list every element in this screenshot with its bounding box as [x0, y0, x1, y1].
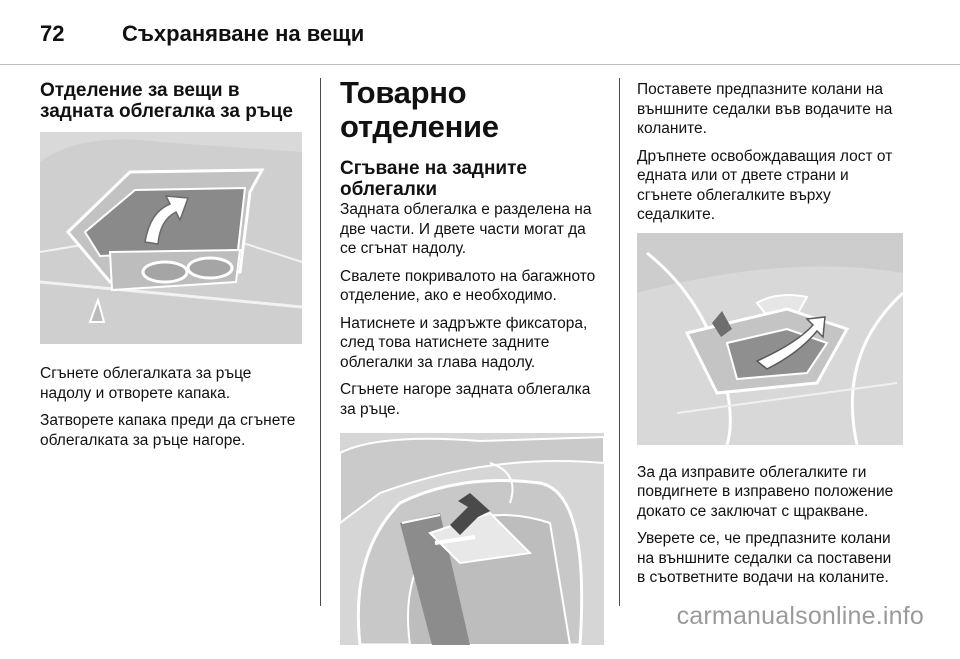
- paragraph: Затворете капака преди да сгънете облегалката за ръце нагоре.: [40, 412, 296, 449]
- column-1: [40, 80, 302, 458]
- header-divider: [0, 64, 960, 65]
- section-title-cargo: Товарно отделение: [340, 75, 499, 144]
- armrest-storage-illustration: [40, 132, 302, 344]
- paragraph: За да изправите облегалките ги повдигнете в изправено положение докато се заключат с щракване.: [637, 463, 894, 520]
- seatbelt-guide-illustration: [340, 433, 604, 645]
- paragraph: Задната облегалка е разделена на две части. И двете части могат да се сгънат надолу.: [340, 201, 592, 257]
- paragraph: Поставете предпазните колани на външните седалки във водачите на коланите.: [637, 81, 893, 137]
- paragraph: Натиснете и задръжте фиксатора, след това натиснете задните облегалки за глава надолу.: [340, 314, 588, 371]
- page-header: [40, 14, 920, 54]
- release-lever-illustration: [637, 233, 903, 445]
- paragraph: Дръпнете освобождаващия лост от едната или от двете страни и сгънете облегалките върху седалките.: [637, 147, 893, 223]
- paragraph: Уверете се, че предпазните колани на външните седалки са поставени в съответните водачи на коланите.: [637, 530, 892, 586]
- column-3: [637, 80, 903, 596]
- subheading-fold-seatbacks: Сгъване на задните облегалки: [340, 158, 527, 200]
- section-heading-armrest: Отделение за вещи в задната облегалка за ръце: [40, 80, 293, 122]
- page-number: 72: [40, 21, 65, 46]
- paragraph: Сгънете облегалката за ръце надолу и отворете капака.: [40, 365, 252, 402]
- running-title: Съхраняване на вещи: [122, 21, 365, 46]
- column-2: [340, 75, 604, 659]
- column-divider-1: [320, 78, 321, 606]
- column-divider-2: [619, 78, 620, 606]
- paragraph: Свалете покривалото на багажното отделение, ако е необходимо.: [340, 267, 596, 304]
- paragraph: Сгънете нагоре задната облегалка за ръце.: [340, 381, 591, 418]
- watermark: carmanualsonline.info: [676, 602, 924, 630]
